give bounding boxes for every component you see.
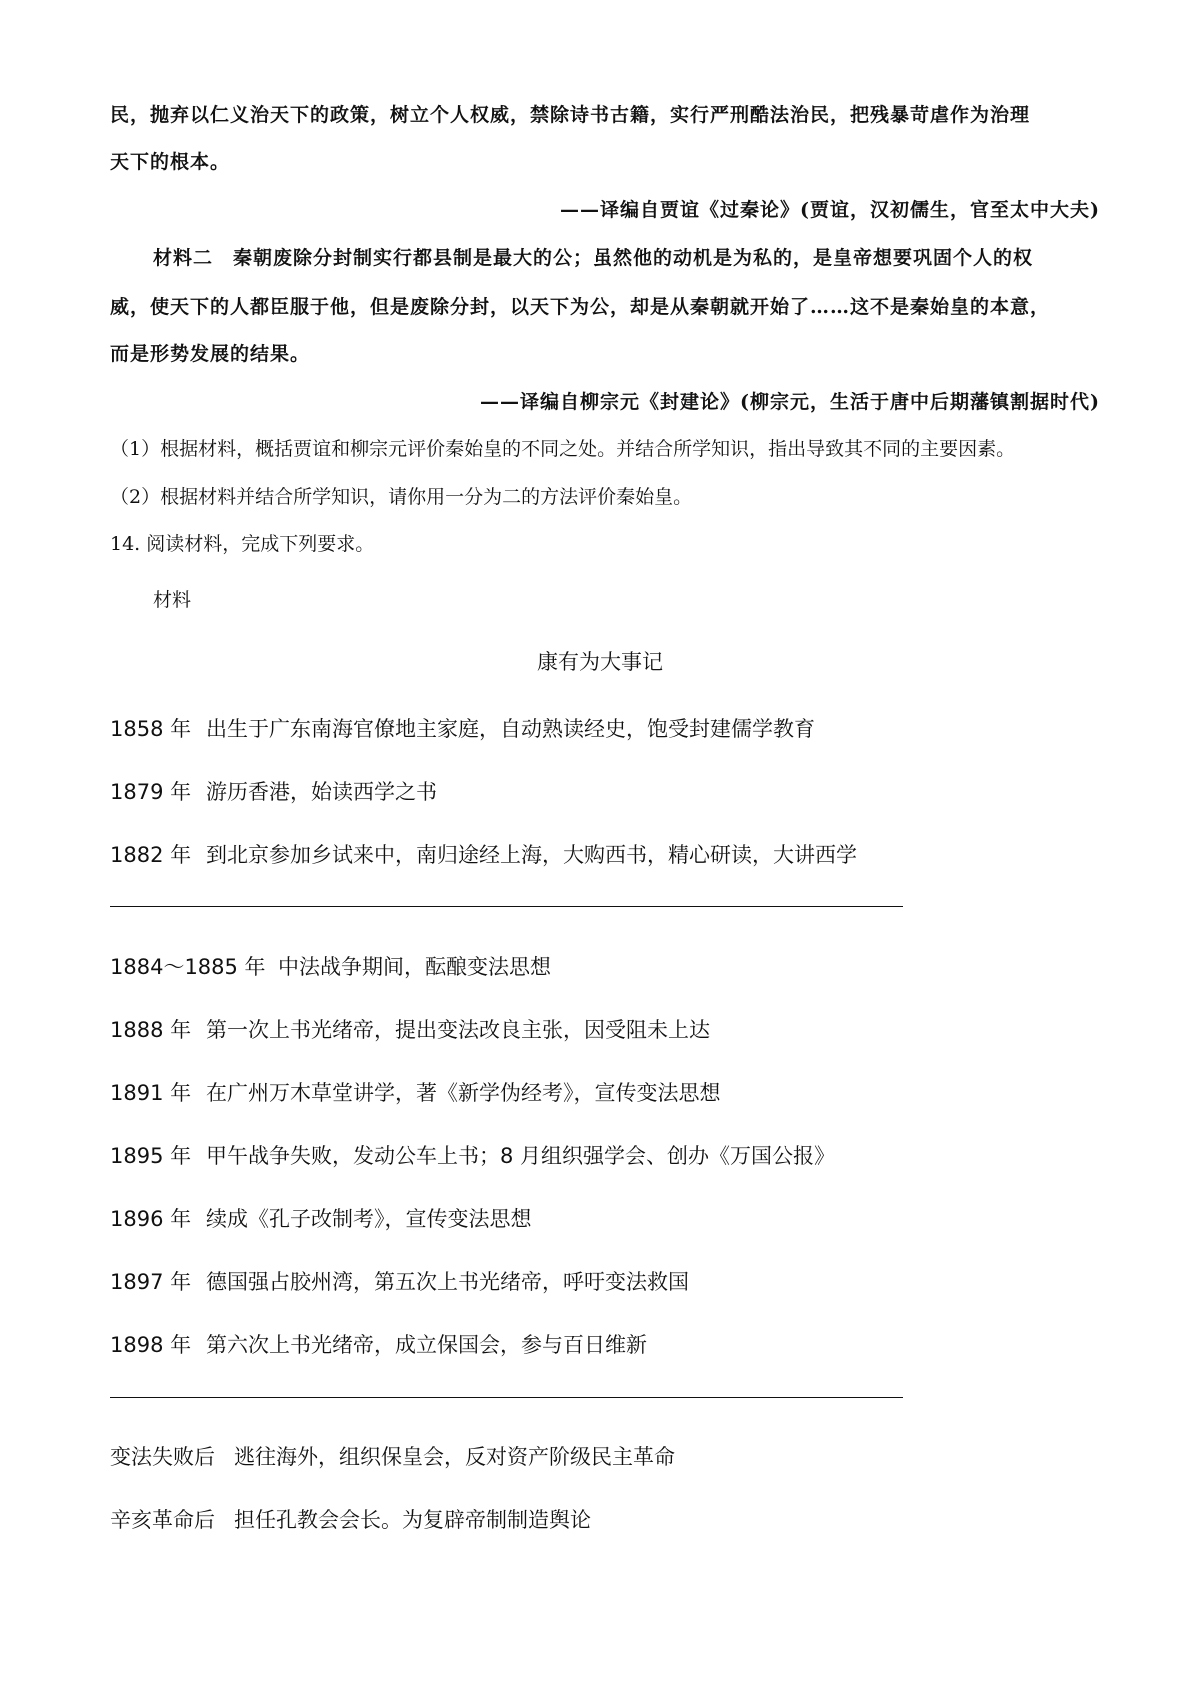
timeline-row bbox=[110, 1014, 710, 1044]
timeline-year: 1884～1885 年 bbox=[110, 955, 266, 979]
timeline-row bbox=[110, 1077, 721, 1107]
timeline-year: 1879 年 bbox=[110, 780, 192, 804]
material1-line2: 天下的根本。 bbox=[110, 151, 231, 173]
timeline-event: 续成《孔子改制考》，宣传变法思想 bbox=[206, 1207, 532, 1231]
timeline-event: 甲午战争失败，发动公车上书；8 月组织强学会、创办《万国公报》 bbox=[206, 1144, 836, 1168]
section-divider bbox=[110, 906, 903, 907]
question-13-2: （2）根据材料并结合所学知识，请你用一分为二的方法评价秦始皇。 bbox=[110, 486, 693, 508]
table-title: 康有为大事记 bbox=[537, 650, 663, 674]
timeline-event: 担任孔教会会长。为复辟帝制制造舆论 bbox=[234, 1508, 591, 1532]
timeline-event: 第一次上书光绪帝，提出变法改良主张，因受阻未上达 bbox=[206, 1018, 710, 1042]
material2-line3: 而是形势发展的结果。 bbox=[110, 343, 311, 365]
timeline-year: 1891 年 bbox=[110, 1081, 192, 1105]
question-14-prompt: 14. 阅读材料，完成下列要求。 bbox=[110, 533, 375, 555]
timeline-year: 1882 年 bbox=[110, 843, 192, 867]
timeline-row bbox=[110, 951, 551, 981]
timeline-year: 1896 年 bbox=[110, 1207, 192, 1231]
material1-line1: 民，抛弃以仁义治天下的政策，树立个人权威，禁除诗书古籍，实行严刑酷法治民，把残暴苛虐作为治理 bbox=[110, 104, 1031, 126]
timeline-row bbox=[110, 713, 815, 743]
timeline-row bbox=[110, 1504, 591, 1534]
timeline-row bbox=[110, 1140, 835, 1170]
timeline-row bbox=[110, 1329, 647, 1359]
timeline-event: 到北京参加乡试来中，南归途经上海，大购西书，精心研读，大讲西学 bbox=[206, 843, 857, 867]
material2-line1: 材料二 秦朝废除分封制实行都县制是最大的公；虽然他的动机是为私的，是皇帝想要巩固个人的权 bbox=[153, 247, 1034, 269]
timeline-event: 中法战争期间，酝酿变法思想 bbox=[278, 955, 551, 979]
timeline-row bbox=[110, 1203, 532, 1233]
timeline-row bbox=[110, 1441, 675, 1471]
question-13-1: （1）根据材料，概括贾谊和柳宗元评价秦始皇的不同之处。并结合所学知识，指出导致其不同的主要因素。 bbox=[110, 438, 1016, 460]
timeline-event: 游历香港，始读西学之书 bbox=[206, 780, 437, 804]
material-label: 材料 bbox=[153, 589, 192, 611]
timeline-row bbox=[110, 1266, 689, 1296]
timeline-year: 1895 年 bbox=[110, 1144, 192, 1168]
timeline-row bbox=[110, 839, 857, 869]
timeline-year: 1897 年 bbox=[110, 1270, 192, 1294]
timeline-event: 在广州万木草堂讲学，著《新学伪经考》，宣传变法思想 bbox=[206, 1081, 721, 1105]
material2-line2: 威，使天下的人都臣服于他，但是废除分封，以天下为公，却是从秦朝就开始了……这不是秦始皇的本意， bbox=[110, 296, 1051, 318]
timeline-period: 变法失败后 bbox=[110, 1445, 215, 1469]
timeline-year: 1858 年 bbox=[110, 717, 192, 741]
material2-source: ——译编自柳宗元《封建论》(柳宗元，生活于唐中后期藩镇割据时代) bbox=[480, 391, 1100, 413]
timeline-event: 德国强占胶州湾，第五次上书光绪帝，呼吁变法救国 bbox=[206, 1270, 689, 1294]
timeline-row bbox=[110, 776, 437, 806]
timeline-event: 逃往海外，组织保皇会，反对资产阶级民主革命 bbox=[234, 1445, 675, 1469]
timeline-year: 1888 年 bbox=[110, 1018, 192, 1042]
timeline-period: 辛亥革命后 bbox=[110, 1508, 215, 1532]
timeline-event: 出生于广东南海官僚地主家庭，自动熟读经史，饱受封建儒学教育 bbox=[206, 717, 815, 741]
timeline-year: 1898 年 bbox=[110, 1333, 192, 1357]
material1-source: ——译编自贾谊《过秦论》(贾谊，汉初儒生，官至太中大夫) bbox=[560, 199, 1100, 221]
timeline-event: 第六次上书光绪帝，成立保国会，参与百日维新 bbox=[206, 1333, 647, 1357]
section-divider bbox=[110, 1397, 903, 1398]
